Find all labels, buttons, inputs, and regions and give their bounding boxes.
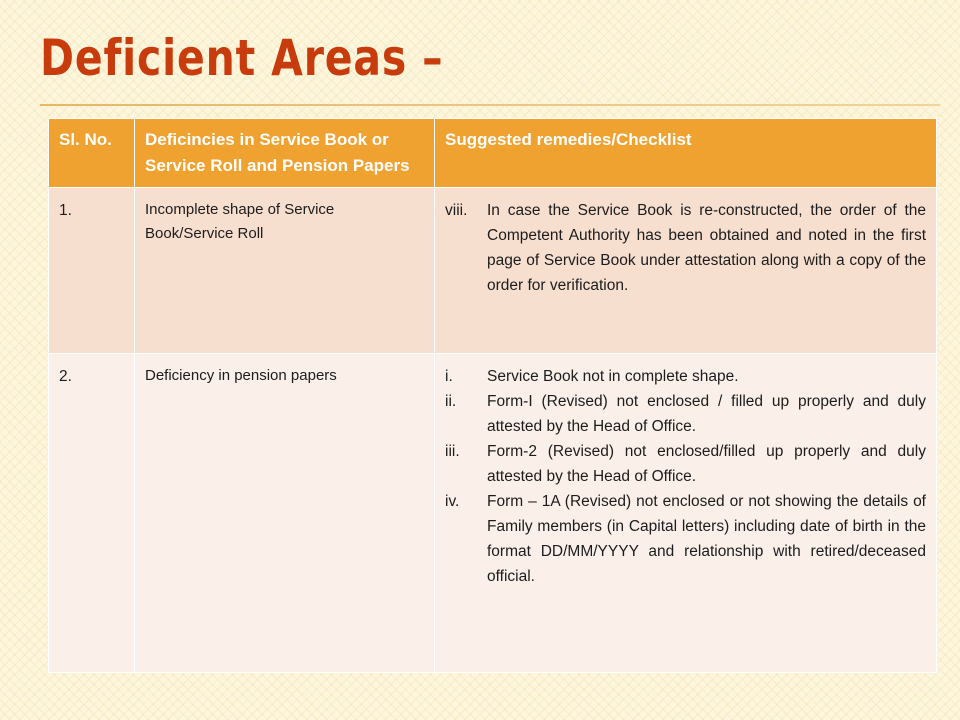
remedy-number: i. <box>445 368 453 385</box>
slide-title: Deficient Areas – <box>40 29 444 87</box>
header-sl-no: Sl. No. <box>49 119 135 188</box>
header-deficiencies: Deficincies in Service Book or Service Roll and Pension Papers <box>135 119 435 188</box>
remedy-text: Form-I (Revised) not enclosed / filled up properly and duly attested by the Head of Office. <box>487 393 926 435</box>
remedy-number: iii. <box>445 443 460 460</box>
cell-sl-no: 1. <box>49 188 135 354</box>
remedy-item <box>445 439 926 489</box>
title-divider <box>40 104 940 106</box>
cell-sl-no: 2. <box>49 354 135 673</box>
table-row <box>49 188 937 354</box>
cell-remedies <box>435 188 937 354</box>
remedy-list <box>445 198 926 298</box>
deficiency-table <box>48 118 937 673</box>
remedy-text: Form – 1A (Revised) not enclosed or not showing the details of Family members (in Capital letters) including date of birth in the format DD/MM/YYYY and relationship with retired/deceased official. <box>487 493 926 585</box>
cell-deficiency: Incomplete shape of Service Book/Service Roll <box>135 188 435 354</box>
remedy-text: Service Book not in complete shape. <box>487 368 739 385</box>
table-header-row <box>49 119 937 188</box>
remedy-text: In case the Service Book is re-constructed, the order of the Competent Authority has been obtained and noted in the first page of Service Book under attestation along with a copy of the order for verification. <box>487 202 926 294</box>
remedy-text: Form-2 (Revised) not enclosed/filled up properly and duly attested by the Head of Office. <box>487 443 926 485</box>
header-remedies: Suggested remedies/Checklist <box>435 119 937 188</box>
remedy-number: iv. <box>445 493 460 510</box>
remedy-item <box>445 364 926 389</box>
cell-deficiency: Deficiency in pension papers <box>135 354 435 673</box>
remedy-item <box>445 489 926 589</box>
cell-remedies <box>435 354 937 673</box>
remedy-list <box>445 364 926 589</box>
remedy-number: viii. <box>445 202 468 219</box>
remedy-item <box>445 198 926 298</box>
table-row <box>49 354 937 673</box>
remedy-number: ii. <box>445 393 457 410</box>
remedy-item <box>445 389 926 439</box>
